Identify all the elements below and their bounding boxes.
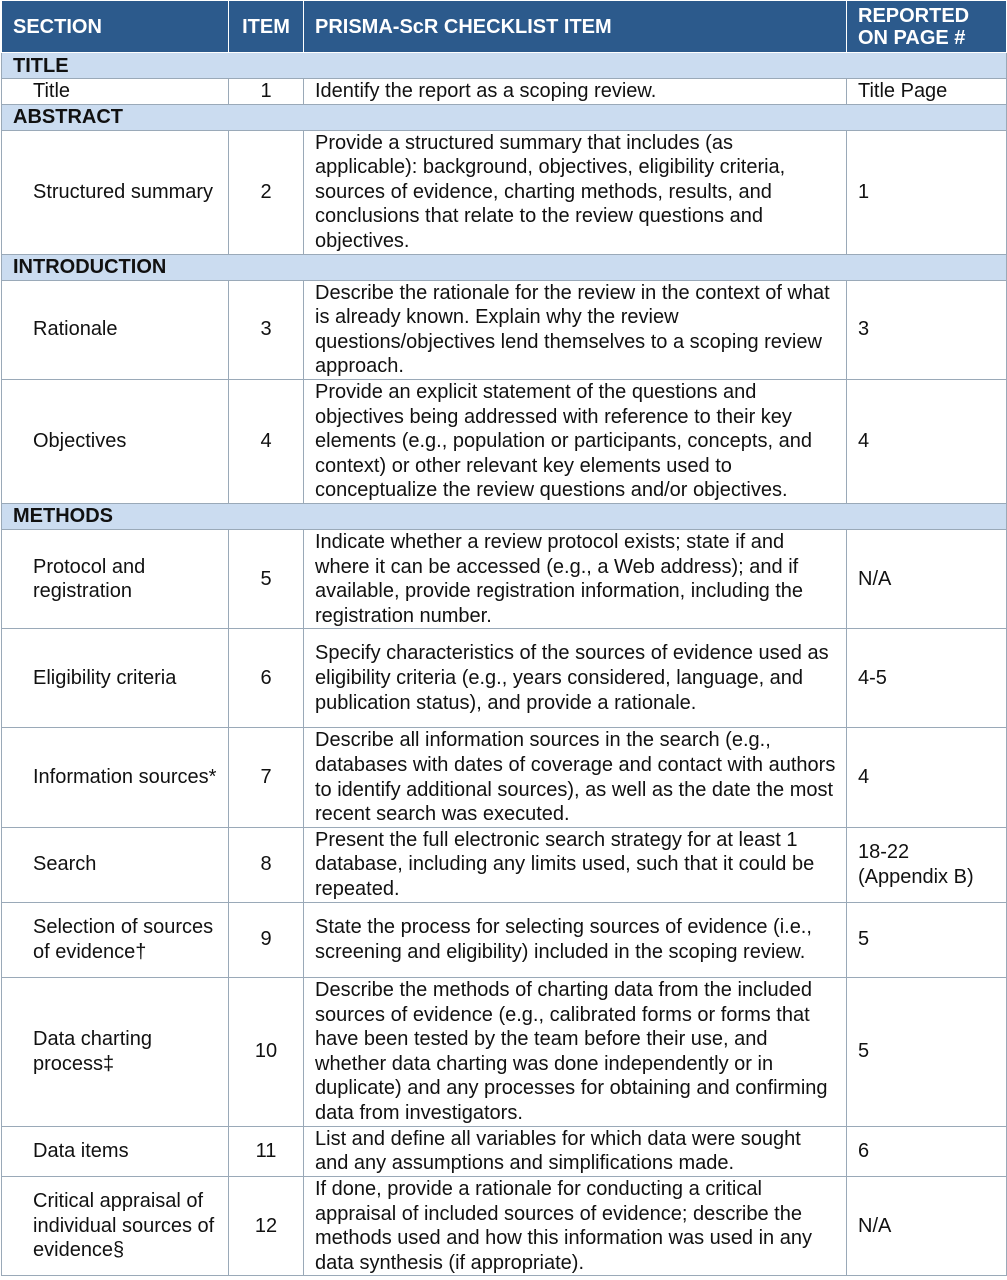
item-cell: 2 [229,130,304,254]
page-cell: 4 [847,379,1007,503]
page-cell: 1 [847,130,1007,254]
page-cell: 18-22 (Appendix B) [847,827,1007,902]
section-heading: TITLE [2,53,1007,79]
prisma-checklist-table [1,0,1007,1276]
page-cell: 4 [847,728,1007,827]
page-cell: N/A [847,529,1007,628]
table-row [2,827,1007,902]
item-cell: 1 [229,79,304,105]
section-cell: Rationale [2,280,229,379]
section-row-methods [2,503,1007,529]
item-cell: 3 [229,280,304,379]
description-cell: Present the full electronic search strategy for at least 1 database, including any limits used, such that it could be repeated. [304,827,847,902]
description-cell: List and define all variables for which data were sought and any assumptions and simplifications made. [304,1126,847,1176]
item-cell: 11 [229,1126,304,1176]
section-cell: Data charting process‡ [2,977,229,1126]
table-row [2,902,1007,977]
description-cell: Provide an explicit statement of the questions and objectives being addressed with reference to their key elements (e.g., population or participants, concepts, and context) or other relevant key elements used to conceptualize the review questions and/or objectives. [304,379,847,503]
description-cell: Describe the rationale for the review in the context of what is already known. Explain why the review questions/objectives lend themselves to a scoping review approach. [304,280,847,379]
description-cell: Specify characteristics of the sources of evidence used as eligibility criteria (e.g., years considered, language, and publication status), and provide a rationale. [304,629,847,728]
page-cell: 4-5 [847,629,1007,728]
header-item: ITEM [229,1,304,53]
section-cell: Information sources* [2,728,229,827]
section-cell: Title [2,79,229,105]
table-row [2,130,1007,254]
table-row [2,379,1007,503]
section-cell: Protocol and registration [2,529,229,628]
section-cell: Critical appraisal of individual sources of evidence§ [2,1176,229,1275]
page-cell: N/A [847,1176,1007,1275]
page-cell: Title Page [847,79,1007,105]
section-heading: METHODS [2,503,1007,529]
page-cell: 3 [847,280,1007,379]
section-cell: Selection of sources of evidence† [2,902,229,977]
item-cell: 7 [229,728,304,827]
table-body [2,53,1007,1276]
item-cell: 9 [229,902,304,977]
table-row [2,629,1007,728]
section-cell: Data items [2,1126,229,1176]
header-reported: REPORTED ON PAGE # [847,1,1007,53]
section-row-introduction [2,254,1007,280]
page-cell: 5 [847,977,1007,1126]
item-cell: 6 [229,629,304,728]
table-row [2,1176,1007,1275]
description-cell: If done, provide a rationale for conducting a critical appraisal of included sources of evidence; describe the methods used and how this information was used in any data synthesis (if appropriate). [304,1176,847,1275]
table-row [2,977,1007,1126]
section-heading: ABSTRACT [2,104,1007,130]
item-cell: 10 [229,977,304,1126]
table-row [2,728,1007,827]
description-cell: State the process for selecting sources of evidence (i.e., screening and eligibility) included in the scoping review. [304,902,847,977]
section-cell: Objectives [2,379,229,503]
header-row [2,1,1007,53]
item-cell: 5 [229,529,304,628]
description-cell: Describe the methods of charting data from the included sources of evidence (e.g., calibrated forms or forms that have been tested by the team before their use, and whether data charting was done independently or in duplicate) and any processes for obtaining and confirming data from investigators. [304,977,847,1126]
section-row-title [2,53,1007,79]
section-cell: Eligibility criteria [2,629,229,728]
header-checklist: PRISMA-ScR CHECKLIST ITEM [304,1,847,53]
item-cell: 4 [229,379,304,503]
section-cell: Search [2,827,229,902]
item-cell: 12 [229,1176,304,1275]
table-row [2,280,1007,379]
section-cell: Structured summary [2,130,229,254]
description-cell: Indicate whether a review protocol exists; state if and where it can be accessed (e.g., a Web address); and if available, provide registration information, including the registration number. [304,529,847,628]
description-cell: Identify the report as a scoping review. [304,79,847,105]
table-row [2,529,1007,628]
page-cell: 5 [847,902,1007,977]
page-cell: 6 [847,1126,1007,1176]
description-cell: Provide a structured summary that includes (as applicable): background, objectives, eligibility criteria, sources of evidence, charting methods, results, and conclusions that relate to the review questions and objectives. [304,130,847,254]
table-row [2,1126,1007,1176]
table-row [2,79,1007,105]
description-cell: Describe all information sources in the search (e.g., databases with dates of coverage and contact with authors to identify additional sources), as well as the date the most recent search was executed. [304,728,847,827]
item-cell: 8 [229,827,304,902]
section-row-abstract [2,104,1007,130]
section-heading: INTRODUCTION [2,254,1007,280]
header-section: SECTION [2,1,229,53]
